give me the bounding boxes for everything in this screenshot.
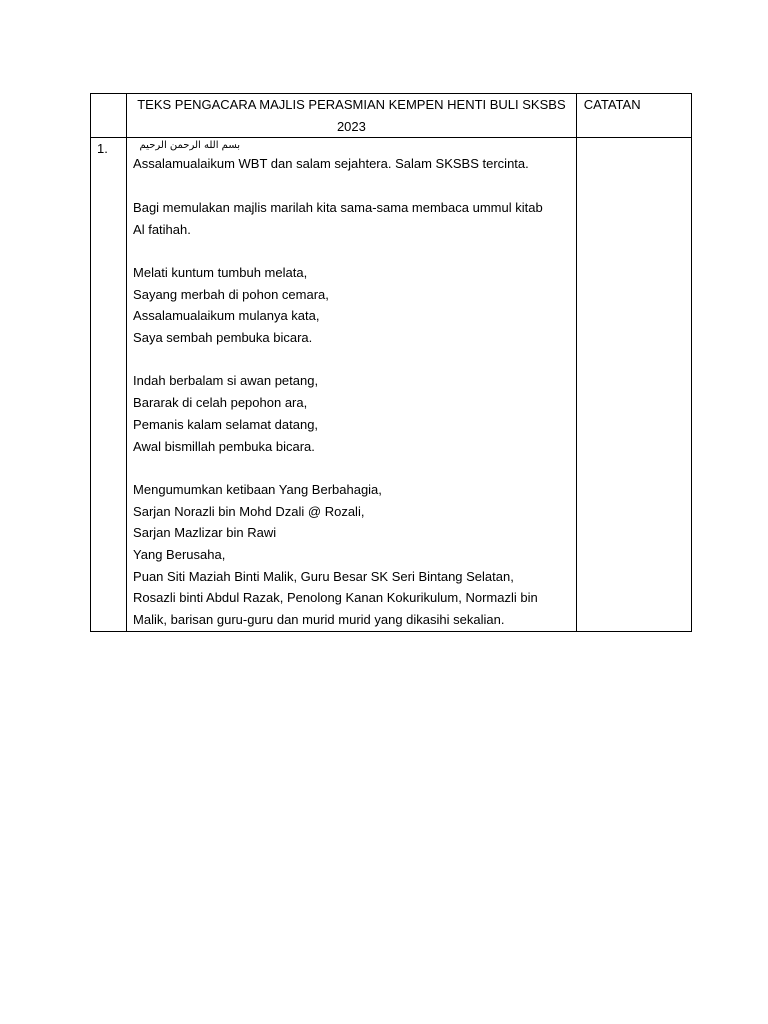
script-line: Al fatihah. <box>133 221 191 237</box>
script-line: Melati kuntum tumbuh melata, <box>133 264 308 280</box>
script-line: Sarjan Mazlizar bin Rawi <box>133 525 277 541</box>
script-line: Rosazli binti Abdul Razak, Penolong Kanan Kokurikulum, Normazli bin <box>133 590 538 606</box>
row-text-cell <box>127 138 577 631</box>
script-line: Puan Siti Maziah Binti Malik, Guru Besar SK Seri Bintang Selatan, <box>133 568 514 584</box>
header-title-line-1: TEKS PENGACARA MAJLIS PERASMIAN KEMPEN HENTI BULI SKSBS <box>137 97 566 112</box>
script-line: Bararak di celah pepohon ara, <box>133 395 308 411</box>
script-line: Saya sembah pembuka bicara. <box>133 330 313 345</box>
script-line: Yang Berusaha, <box>133 547 226 562</box>
script-line: Malik, barisan guru-guru dan murid murid yang dikasihi sekalian. <box>133 612 505 628</box>
header-notes-cell: CATATAN <box>576 94 691 138</box>
blank-line <box>133 457 570 479</box>
script-table <box>90 93 692 632</box>
row-notes-cell <box>576 138 691 631</box>
script-line: Pemanis kalam selamat datang, <box>133 416 319 432</box>
blank-line <box>133 175 570 197</box>
script-lines <box>133 153 570 630</box>
script-line: Indah berbalam si awan petang, <box>133 373 319 389</box>
script-line: Assalamualaikum WBT dan salam sejahtera. Salam SKSBS tercinta. <box>133 156 529 172</box>
header-title-line-2: 2023 <box>336 118 366 134</box>
script-line: Mengumumkan ketibaan Yang Berbahagia, <box>133 481 382 497</box>
script-line: Bagi memulakan majlis marilah kita sama-sama membaca ummul kitab <box>133 199 543 215</box>
header-number-cell <box>91 94 127 138</box>
row-number-cell: 1. <box>91 138 127 631</box>
table-header-row <box>91 94 692 138</box>
table-row <box>91 138 692 631</box>
basmala-line: بسم الله الرحمن الرحيم <box>139 140 241 152</box>
blank-line <box>133 240 570 262</box>
header-title-cell <box>127 94 577 138</box>
blank-line <box>133 349 570 371</box>
script-line: Awal bismillah pembuka bicara. <box>133 438 315 454</box>
script-line: Sayang merbah di pohon cemara, <box>133 286 329 302</box>
script-line: Assalamualaikum mulanya kata, <box>133 308 320 324</box>
script-line: Sarjan Norazli bin Mohd Dzali @ Rozali, <box>133 503 365 519</box>
